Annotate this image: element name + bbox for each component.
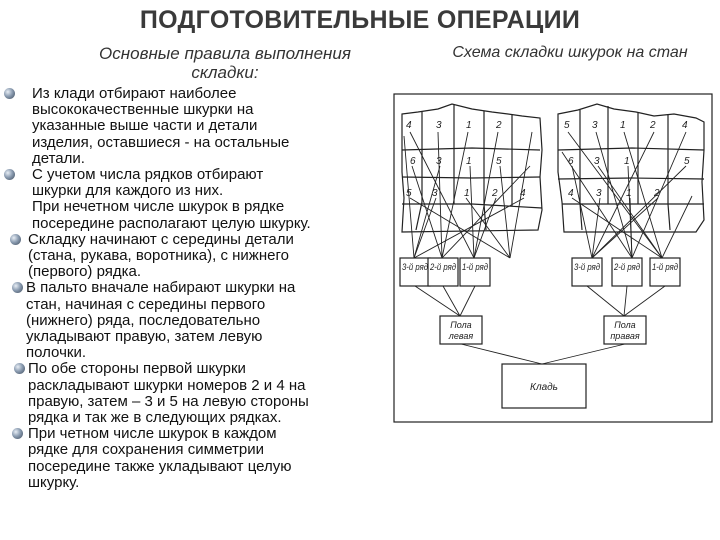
rule-line: Из клади отбирают наиболее (32, 85, 237, 102)
rule-line: шкурки для каждого из них. (32, 182, 224, 200)
rule-line: укладывают правую, затем левую (26, 328, 263, 346)
right-row-labels (574, 262, 678, 272)
skin-number: 2 (492, 188, 498, 199)
row-label: 3-й ряд (402, 262, 429, 272)
skin-number: 4 (568, 188, 574, 199)
right-shelf-label: Пола (614, 320, 636, 330)
rule-line: рядка и так же в следующих рядках. (28, 409, 282, 427)
skin-number: 1 (464, 188, 470, 199)
rule-line: В пальто вначале набирают шкурки на (26, 279, 296, 297)
rule-line: При четном числе шкурок в каждом (28, 425, 277, 443)
rules-heading-line-1: Основные правила выполнения (99, 44, 351, 63)
skin-number: 3 (592, 120, 598, 131)
bullet-icon (10, 234, 21, 245)
skin-number: 6 (568, 156, 574, 167)
rule-line: При нечетном числе шкурок в рядке (32, 198, 285, 216)
rule-line: посередине также укладывают целую (28, 457, 292, 475)
rule-line: правую, затем – 3 и 5 на левую стороны (28, 392, 309, 410)
rule-line: (нижнего) ряда, последовательно (26, 311, 261, 329)
rule-item (0, 361, 400, 426)
bullet-icon (4, 88, 15, 99)
row-label: 2-й ряд (613, 262, 641, 272)
rule-line: посередине располагают целую шкурку. (32, 214, 311, 232)
stack-connector-lines (461, 344, 625, 364)
rule-line: стан, начиная с середины первого (26, 295, 266, 313)
rule-line: По обе стороны первой шкурки (28, 360, 246, 378)
skin-number: 1 (466, 156, 472, 167)
rule-line: (первого) рядка. (28, 263, 142, 281)
skin-number: 4 (520, 188, 526, 199)
rule-line: высококачественные шкурки на (32, 101, 254, 119)
rule-line: детали. (32, 149, 85, 167)
left-shelf-label: левая (448, 331, 474, 341)
stack-label: Кладь (530, 382, 558, 393)
bullet-icon (12, 282, 23, 293)
rule-item (0, 86, 400, 167)
rule-line: указанные выше части и детали (32, 117, 258, 135)
rule-item (0, 426, 400, 491)
skin-number: 3 (436, 156, 442, 167)
skin-number: 2 (496, 120, 502, 131)
rule-line: полочки. (26, 344, 86, 362)
rule-line: Складку начинают с середины детали (28, 230, 294, 248)
skin-number: 2 (654, 188, 660, 199)
shelf-connector-lines (415, 286, 665, 316)
row-label: 1-й ряд (462, 262, 489, 272)
folding-scheme-diagram (392, 92, 714, 424)
rules-heading-line-2: складки: (191, 63, 259, 82)
right-shelf-label: правая (610, 331, 640, 341)
left-shelf-label: Пола (450, 320, 472, 330)
rule-line: С учетом числа рядков отбирают (32, 166, 264, 184)
skin-number: 6 (410, 156, 416, 167)
skin-number: 5 (406, 188, 412, 199)
row-label: 2-й ряд (429, 262, 457, 272)
page-title: ПОДГОТОВИТЕЛЬНЫЕ ОПЕРАЦИИ (139, 6, 581, 34)
skin-number: 1 (624, 156, 630, 167)
skin-number: 5 (684, 156, 690, 167)
skin-number: 3 (594, 156, 600, 167)
skin-number: 1 (626, 188, 632, 199)
bullet-icon (14, 363, 25, 374)
rule-item (0, 232, 400, 281)
rule-line: рядке для сохранения симметрии (28, 441, 265, 459)
skin-number: 3 (436, 120, 442, 131)
rule-item (0, 167, 400, 232)
bullet-icon (12, 428, 23, 439)
left-row-labels (402, 262, 488, 272)
rule-line: раскладывают шкурки номеров 2 и 4 на (28, 376, 306, 394)
rule-line: шкурку. (28, 473, 80, 491)
skin-number: 5 (496, 156, 502, 167)
skin-number: 4 (406, 120, 412, 131)
row-label: 1-й ряд (652, 262, 679, 272)
rule-line: (стана, рукава, воротника), с нижнего (28, 247, 289, 265)
rule-line: изделия, оставшиеся - на остальные (32, 133, 290, 151)
rule-item (0, 280, 400, 361)
skin-number: 1 (620, 120, 626, 131)
skin-number: 3 (432, 188, 438, 199)
skin-number: 3 (596, 188, 602, 199)
bullet-icon (4, 169, 15, 180)
rules-list (0, 86, 400, 491)
skin-number: 1 (466, 120, 472, 131)
rules-heading (40, 44, 410, 82)
skin-number: 4 (682, 120, 688, 131)
row-label: 3-й ряд (574, 262, 601, 272)
scheme-heading: Схема складки шкурок на стан (452, 44, 688, 61)
skin-number: 5 (564, 120, 570, 131)
skin-number: 2 (650, 120, 656, 131)
